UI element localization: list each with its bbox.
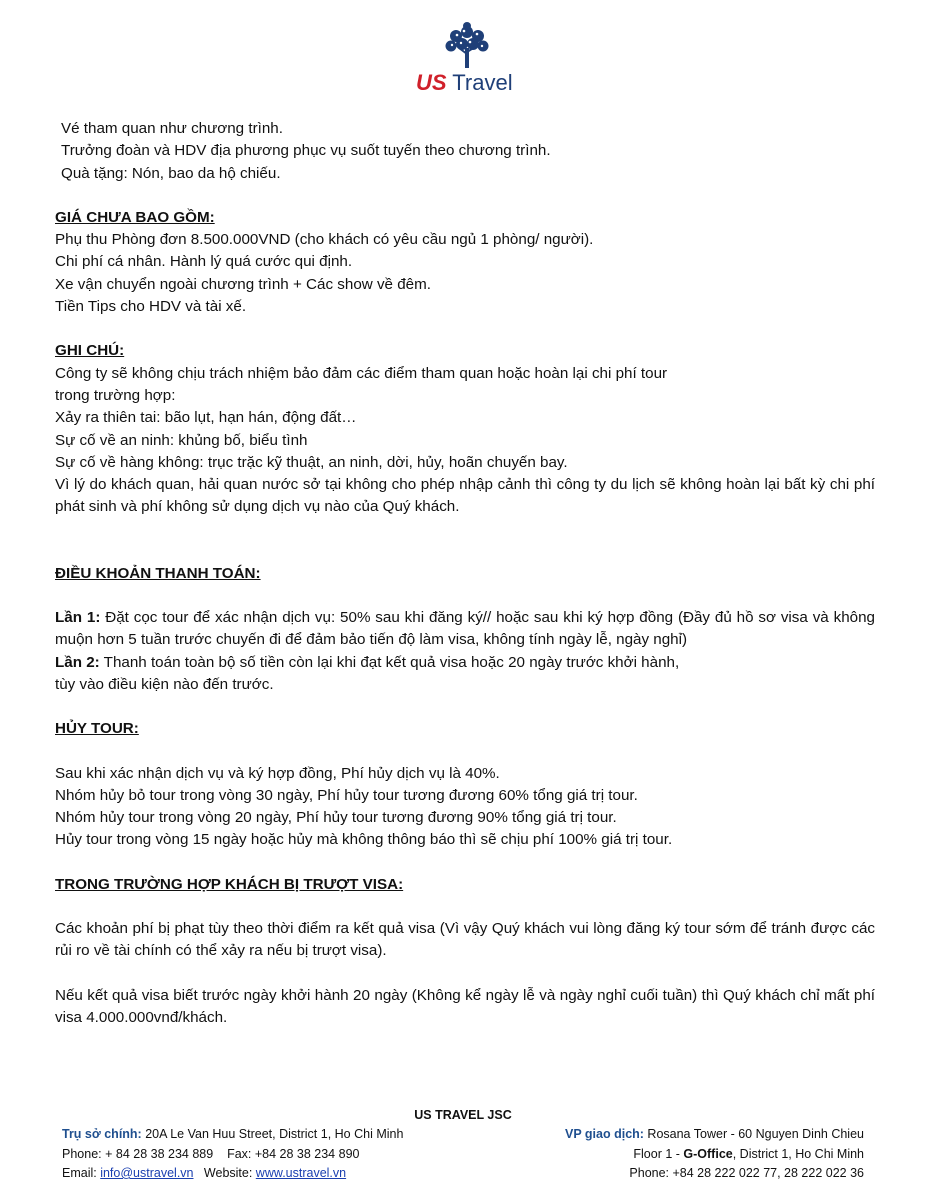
excluded-item: Xe vận chuyển ngoài chương trình + Các show về đêm. [55, 275, 431, 293]
hq-phone: Phone: + 84 28 38 234 889 Fax: +84 28 38 234 890 [62, 1146, 360, 1161]
included-item: Trưởng đoàn và HDV địa phương phục vụ suốt tuyến theo chương trình. [61, 142, 551, 160]
email-link[interactable]: info@ustravel.vn [100, 1166, 194, 1180]
notes-item: Vì lý do khách quan, hải quan nước sở tại không cho phép nhập cảnh thì công ty du lịch sẽ không hoàn lại bất kỳ chi phí phát sinh và phí không sử dụng dịch vụ nào của Quý khách. [55, 476, 875, 516]
office-label: VP giao dịch: [565, 1127, 644, 1141]
office-floor-b: G-Office [683, 1146, 733, 1161]
cancel-item: Sau khi xác nhận dịch vụ và ký hợp đồng, Phí hủy dịch vụ là 40%. [55, 764, 500, 782]
payment-second-text: Thanh toán toàn bộ số tiền còn lại khi đạt kết quả visa hoặc 20 ngày trước khởi hành, [99, 653, 680, 671]
footer-head-office [62, 1125, 403, 1184]
notes-item: Sự cố về hàng không: trục trặc kỹ thuật, an ninh, dời, hủy, hoãn chuyến bay. [55, 453, 568, 471]
notes-item: Xảy ra thiên tai: bão lụt, hạn hán, động đất… [55, 409, 357, 427]
email-label: Email: [62, 1166, 101, 1180]
cancel-item: Hủy tour trong vòng 15 ngày hoặc hủy mà không thông báo thì sẽ chịu phí 100% giá trị tour. [55, 831, 673, 849]
notes-item: Công ty sẽ không chịu trách nhiệm bảo đảm các điểm tham quan hoặc hoàn lại chi phí tour [55, 364, 668, 382]
logo-travel-text: Travel [446, 70, 513, 95]
footer-office [565, 1125, 864, 1184]
payment-second-cont: tùy vào điều kiện nào đến trước. [55, 675, 274, 693]
visa-paragraph: Nếu kết quả visa biết trước ngày khởi hành 20 ngày (Không kể ngày lễ và ngày nghỉ cuối tuần) thì Quý khách chỉ mất phí visa 4.000.000vnđ/khách. [55, 986, 875, 1026]
cancel-item: Nhóm hủy bỏ tour trong vòng 30 ngày, Phí hủy tour tương đương 60% tổng giá trị tour. [55, 786, 638, 804]
cancel-item: Nhóm hủy tour trong vòng 20 ngày, Phí hủy tour tương đương 90% tổng giá trị tour. [55, 809, 617, 827]
payment-heading: ĐIỀU KHOẢN THANH TOÁN: [55, 564, 261, 582]
visa-heading: TRONG TRƯỜNG HỢP KHÁCH BỊ TRƯỢT VISA: [55, 875, 404, 893]
footer-company-name: US TRAVEL JSC [414, 1108, 512, 1122]
notes-heading: GHI CHÚ: [55, 342, 125, 360]
office-floor-a: Floor 1 - [633, 1146, 684, 1161]
excluded-heading: GIÁ CHƯA BAO GỒM: [55, 208, 215, 226]
document-body [55, 118, 875, 1029]
notes-item: Sự cố về an ninh: khủng bố, biểu tình [55, 431, 308, 449]
logo-us-text: US [416, 70, 447, 95]
website-label: Website: [193, 1166, 256, 1180]
notes-item: trong trường hợp: [55, 386, 176, 404]
excluded-item: Phụ thu Phòng đơn 8.500.000VND (cho khách có yêu cầu ngủ 1 phòng/ người). [55, 231, 594, 249]
office-phone: Phone: +84 28 222 022 77, 28 222 022 36 [629, 1166, 864, 1180]
office-address: Rosana Tower - 60 Nguyen Dinh Chieu [643, 1127, 864, 1141]
logo-wordmark [416, 70, 513, 96]
excluded-item: Chi phí cá nhân. Hành lý quá cước qui định. [55, 253, 353, 271]
company-logo [412, 22, 522, 94]
hq-address: 20A Le Van Huu Street, District 1, Ho Chi Minh [141, 1127, 404, 1141]
payment-first-label: Lần 1: [55, 609, 101, 627]
page-footer [62, 1106, 864, 1180]
included-item: Vé tham quan như chương trình. [61, 120, 283, 137]
hq-label: Trụ sở chính: [62, 1127, 142, 1141]
excluded-item: Tiền Tips cho HDV và tài xế. [55, 298, 247, 316]
website-link[interactable]: www.ustravel.vn [255, 1166, 347, 1180]
office-floor-c: , District 1, Ho Chi Minh [732, 1146, 864, 1161]
cancel-heading: HỦY TOUR: [55, 720, 139, 738]
payment-second [55, 652, 875, 674]
payment-first-text: Đặt cọc tour để xác nhận dịch vụ: 50% sau khi đăng ký// hoặc sau khi ký hợp đồng (Đầy đủ hồ sơ visa và không muộn hơn 5 tuần trước chuyến đi để đảm bảo tiến độ làm visa, không tính ngày lễ, ngày nghỉ) [55, 609, 875, 649]
included-item: Quà tặng: Nón, bao da hộ chiếu. [61, 164, 281, 182]
payment-first [55, 607, 875, 652]
visa-paragraph: Các khoản phí bị phạt tùy theo thời điểm ra kết quả visa (Vì vậy Quý khách vui lòng đăng ký tour sớm để tránh được các rủi ro về tài chính có thể xảy ra nếu bị trượt visa). [55, 920, 875, 960]
payment-second-label: Lần 2: [55, 653, 100, 671]
tree-logo-icon [442, 22, 492, 72]
